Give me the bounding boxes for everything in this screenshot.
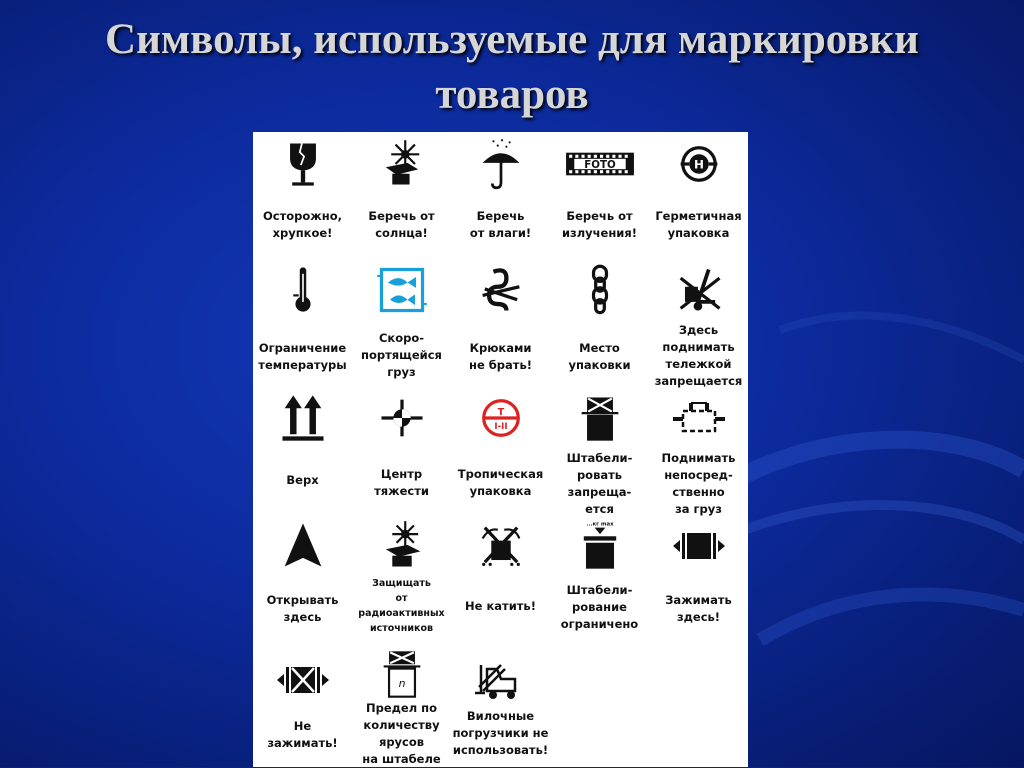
radiation-box-icon [352, 516, 451, 576]
symbol-hermetic [649, 132, 748, 252]
symbol-keep-from-sun [352, 132, 451, 252]
symbol-lift-directly [649, 386, 748, 516]
do-not-clamp-icon [253, 650, 352, 710]
symbol-fragile [253, 132, 352, 252]
symbol-do-not-clamp [253, 642, 352, 767]
symbol-label: Вилочные погрузчики не использовать! [452, 709, 549, 757]
symbol-label: Не зажимать! [267, 719, 338, 750]
symbol-no-forklift [451, 642, 550, 767]
symbol-label: Герметичная упаковка [655, 209, 742, 240]
symbol-no-hooks [451, 256, 550, 386]
symbol-label: Защищать от радиоактивных источников [358, 578, 445, 634]
symbol-label: Осторожно, хрупкое! [263, 209, 342, 240]
symbol-this-way-up [253, 386, 352, 512]
film-strip-icon [550, 134, 649, 194]
symbol-label: Не катить! [465, 599, 536, 613]
symbol-no-hand-truck [649, 256, 748, 386]
tropical-packing-icon [451, 388, 550, 448]
stacking-limit-icon [550, 516, 649, 576]
clamp-here-icon [649, 516, 748, 576]
slide-title-line1: Символы, используемые для маркировки [105, 16, 919, 63]
symbol-radiation-protect [352, 512, 451, 642]
symbol-label: Беречь от излучения! [562, 209, 637, 240]
symbol-label: Открывать здесь [266, 593, 339, 624]
symbol-label: Ограничение температуры [258, 341, 347, 372]
symbol-label: Центр тяжести [374, 467, 429, 498]
hermetic-seal-icon [649, 134, 748, 194]
symbol-label: Беречь от солнца! [368, 209, 435, 240]
film-strip-text: FOTO [583, 159, 616, 172]
tropical-text-bottom: I-II [493, 421, 508, 432]
symbol-no-stacking [550, 386, 649, 516]
no-forklift-icon [451, 650, 550, 710]
hermetic-text: H [693, 157, 704, 172]
stack-tier-limit-icon [352, 644, 451, 704]
symbol-center-of-gravity [352, 386, 451, 512]
symbol-label: Зажимать здесь! [665, 593, 732, 624]
symbol-label: Верх [286, 473, 319, 487]
symbol-label: Крюками не брать! [469, 341, 532, 372]
no-stacking-icon [550, 388, 649, 448]
open-here-arrow-icon [253, 516, 352, 576]
thermometer-icon [253, 260, 352, 320]
symbol-tropical [451, 386, 550, 512]
slide-title [0, 12, 1024, 122]
symbol-label: Предел по количеству ярусов на штабеле [362, 701, 441, 766]
symbol-keep-from-radiation [550, 132, 649, 252]
symbol-label: Штабели- рование ограничено [560, 583, 639, 631]
symbol-perishable [352, 256, 451, 386]
symbol-label: Скоро- портящейся груз [361, 331, 442, 379]
symbol-clamp-here [649, 512, 748, 642]
symbol-open-here [253, 512, 352, 642]
symbol-label: Штабели- ровать запреща- ется [566, 451, 633, 516]
symbols-panel [253, 132, 748, 767]
symbol-packing-place [550, 256, 649, 386]
symbol-label: Поднимать непосред- ственно за груз [661, 451, 736, 516]
symbol-stack-tier-limit [352, 642, 451, 767]
stacking-limit-text: ...кг max [585, 521, 614, 528]
symbol-label: Здесь поднимать тележкой запрещается [654, 323, 743, 388]
this-way-up-icon [253, 388, 352, 448]
symbol-label: Тропическая упаковка [457, 467, 544, 498]
slide-title-line2: товаров [435, 71, 589, 118]
symbol-label: Место упаковки [568, 341, 631, 372]
fish-box-icon [352, 260, 451, 320]
symbol-do-not-roll [451, 512, 550, 642]
sun-box-icon [352, 134, 451, 194]
center-of-gravity-icon [352, 388, 451, 448]
tropical-text-top: T [497, 406, 504, 418]
no-hand-truck-icon [649, 260, 748, 320]
umbrella-icon [451, 134, 550, 194]
fragile-glass-icon [253, 134, 352, 194]
stack-tier-text: n [398, 676, 405, 690]
symbol-stacking-limit [550, 512, 649, 642]
symbol-keep-dry [451, 132, 550, 252]
symbol-label: Беречь от влаги! [469, 209, 532, 240]
no-hooks-icon [451, 260, 550, 320]
lift-directly-icon [649, 388, 748, 448]
chain-icon [550, 260, 649, 320]
symbol-temperature [253, 256, 352, 386]
do-not-roll-icon [451, 516, 550, 576]
